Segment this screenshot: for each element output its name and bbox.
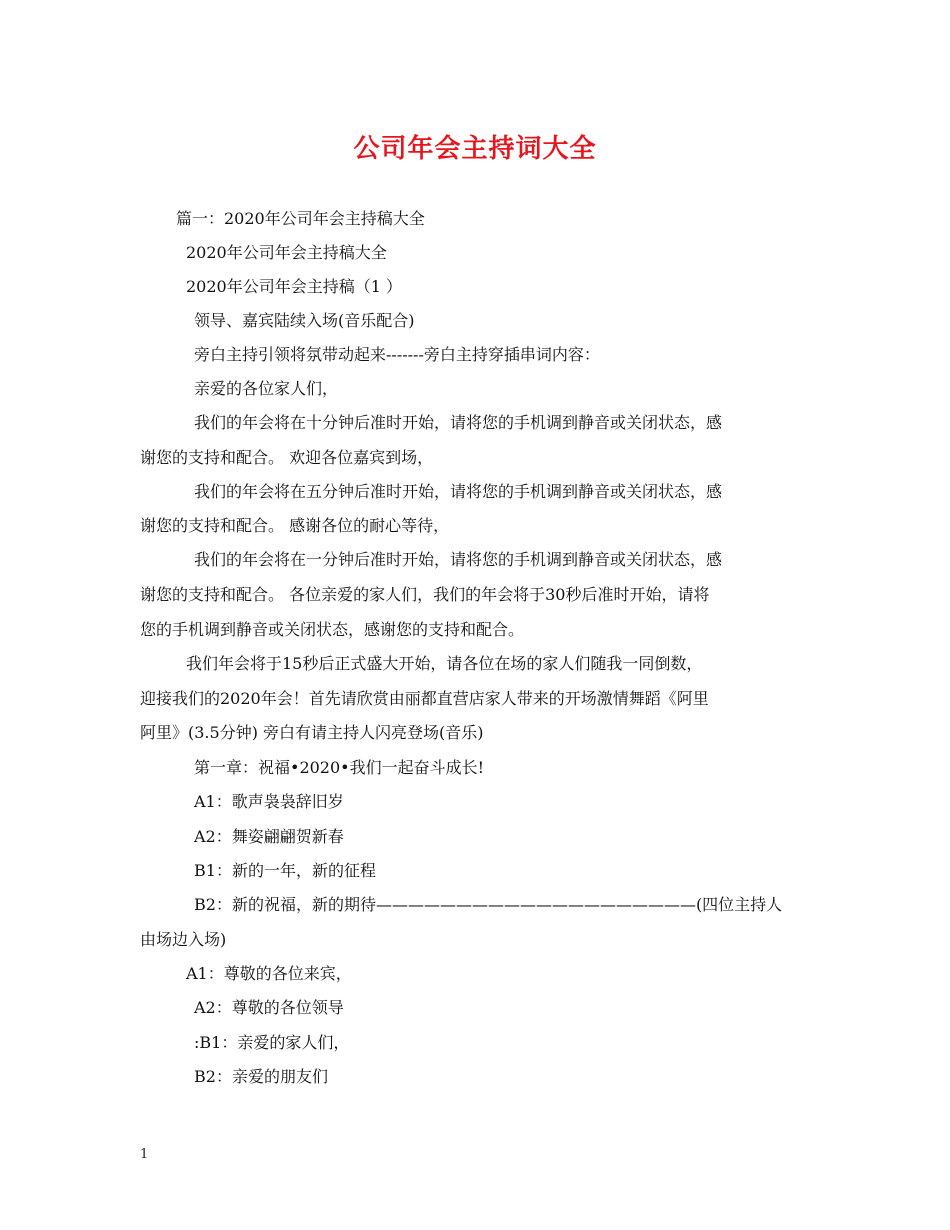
text-line: 旁白主持引领将氛带动起来-------旁白主持穿插串词内容： (194, 345, 600, 364)
text-line: 谢您的支持和配合。 欢迎各位嘉宾到场， (140, 448, 434, 467)
text-line: A2：尊敬的各位领导 (194, 998, 344, 1017)
text-line: 我们的年会将在一分钟后准时开始，请将您的手机调到静音或关闭状态，感 (194, 550, 723, 569)
text-line: 篇一：2020年公司年会主持稿大全 (176, 209, 425, 228)
text-line: 谢您的支持和配合。 各位亲爱的家人们，我们的年会将于30秒后准时开始，请将 (140, 585, 710, 604)
document-title: 公司年会主持词大全 (353, 134, 597, 164)
text-line: 亲爱的各位家人们， (194, 379, 339, 398)
page-number: 1 (140, 1147, 149, 1162)
text-line: 您的手机调到静音或关闭状态，感谢您的支持和配合。 (140, 620, 525, 639)
text-line: A2：舞姿翩翩贺新春 (194, 827, 344, 846)
text-line: 我们的年会将在十分钟后准时开始，请将您的手机调到静音或关闭状态，感 (194, 413, 723, 432)
text-line: A1：尊敬的各位来宾， (186, 964, 352, 983)
text-line: 阿里》(3.5分钟) 旁白有请主持人闪亮登场(音乐) (140, 723, 484, 742)
text-line: 2020年公司年会主持稿大全 (186, 243, 387, 262)
text-line: 迎接我们的2020年会！首先请欣赏由丽都直营店家人带来的开场激情舞蹈《阿里 (140, 689, 709, 708)
text-line: 第一章：祝福•2020•我们一起奋斗成长! (194, 758, 485, 777)
text-line: B2：新的祝福，新的期待————————————————————(四位主持人 (194, 895, 783, 914)
text-line: :B1：亲爱的家人们， (194, 1033, 350, 1052)
text-line: 我们年会将于15秒后正式盛大开始，请各位在场的家人们随我一同倒数， (186, 654, 703, 673)
text-line: 我们的年会将在五分钟后准时开始，请将您的手机调到静音或关闭状态，感 (194, 482, 723, 501)
text-line: 谢您的支持和配合。 感谢各位的耐心等待， (140, 516, 450, 535)
text-line: 由场边入场) (140, 930, 227, 949)
text-line: A1：歌声袅袅辞旧岁 (194, 792, 344, 811)
text-line: B1：新的一年，新的征程 (194, 861, 376, 880)
text-line: 2020年公司年会主持稿（1 ） (186, 277, 402, 296)
text-line: B2：亲爱的朋友们 (194, 1067, 328, 1086)
text-line: 领导、嘉宾陆续入场(音乐配合) (194, 311, 415, 330)
